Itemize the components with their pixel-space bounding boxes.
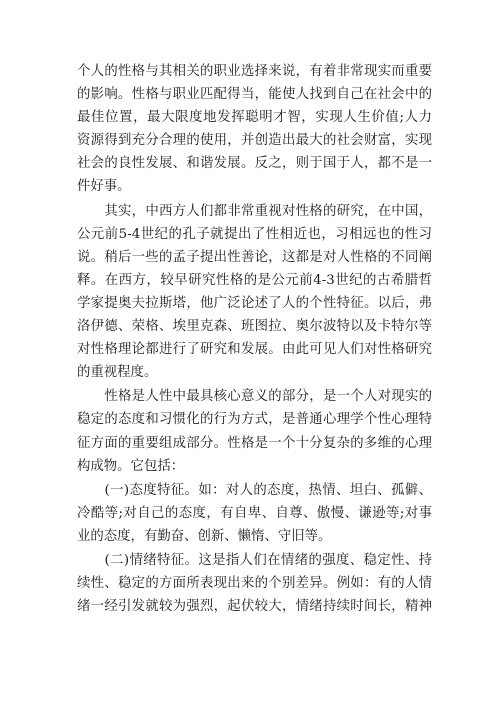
- paragraph-east-west-research: [77, 200, 432, 385]
- text-line: (一)态度特征。如：对人的态度，热情、坦白、孤僻、: [77, 482, 432, 498]
- text-line: 释。在西方，较早研究性格的是公元前4-3世纪的古希腊哲: [77, 272, 432, 288]
- text-line: 的影响。性格与职业匹配得当，能使人找到自己在社会中的: [77, 87, 432, 103]
- text-line: 最佳位置，最大限度地发挥聪明才智，实现人生价值;人力: [77, 110, 432, 126]
- text-line: 个人的性格与其相关的职业选择来说，有着非常现实而重要: [77, 64, 432, 79]
- paragraph-career-influence: [77, 60, 432, 199]
- text-line: 的重视程度。: [77, 365, 158, 381]
- text-line: 社会的良性发展、和谐发展。反之，则于国于人，都不是一: [77, 156, 432, 172]
- text-line: 续性、稳定的方面所表现出来的个别差异。例如：有的人情: [77, 576, 432, 592]
- text-line: (二)情绪特征。这是指人们在情绪的强度、稳定性、持: [77, 552, 432, 568]
- text-line: 绪一经引发就较为强烈，起伏较大，情绪持续时间长，精神: [77, 599, 432, 615]
- paragraph-emotional-traits: [77, 549, 432, 618]
- text-line: 冷酷等;对自己的态度，有自卑、自尊、傲慢、谦逊等;对事: [77, 505, 432, 521]
- text-line: 洛伊德、荣格、埃里克森、班图拉、奥尔波特以及卡特尔等: [77, 319, 432, 335]
- paragraph-attitude-traits: [77, 479, 432, 548]
- text-line: 对性格理论都进行了研究和发展。由此可见人们对性格研究: [77, 342, 432, 358]
- text-line: 性格是人性中最具核心意义的部分，是一个人对现实的: [77, 389, 432, 405]
- text-line: 征方面的重要组成部分。性格是一个十分复杂的多维的心理: [77, 435, 432, 451]
- paragraph-personality-definition: [77, 385, 432, 477]
- text-line: 件好事。: [77, 179, 131, 195]
- text-line: 说。稍后一些的孟子提出性善论，这都是对人性格的不同阐: [77, 249, 432, 265]
- document-page: [77, 60, 432, 619]
- text-line: 构成物。它包括：: [77, 458, 185, 474]
- text-line: 公元前5-4世纪的孔子就提出了性相近也，习相远也的性习: [77, 226, 432, 242]
- text-line: 学家提奥夫拉斯塔，他广泛论述了人的个性特征。以后，弗: [77, 295, 432, 311]
- text-line: 资源得到充分合理的使用，并创造出最大的社会财富，实现: [77, 133, 432, 149]
- text-line: 其实，中西方人们都非常重视对性格的研究，在中国，: [77, 203, 432, 219]
- text-line: 稳定的态度和习惯化的行为方式，是普通心理学个性心理特: [77, 412, 432, 428]
- text-line: 业的态度，有勤奋、创新、懒惰、守旧等。: [77, 528, 332, 544]
